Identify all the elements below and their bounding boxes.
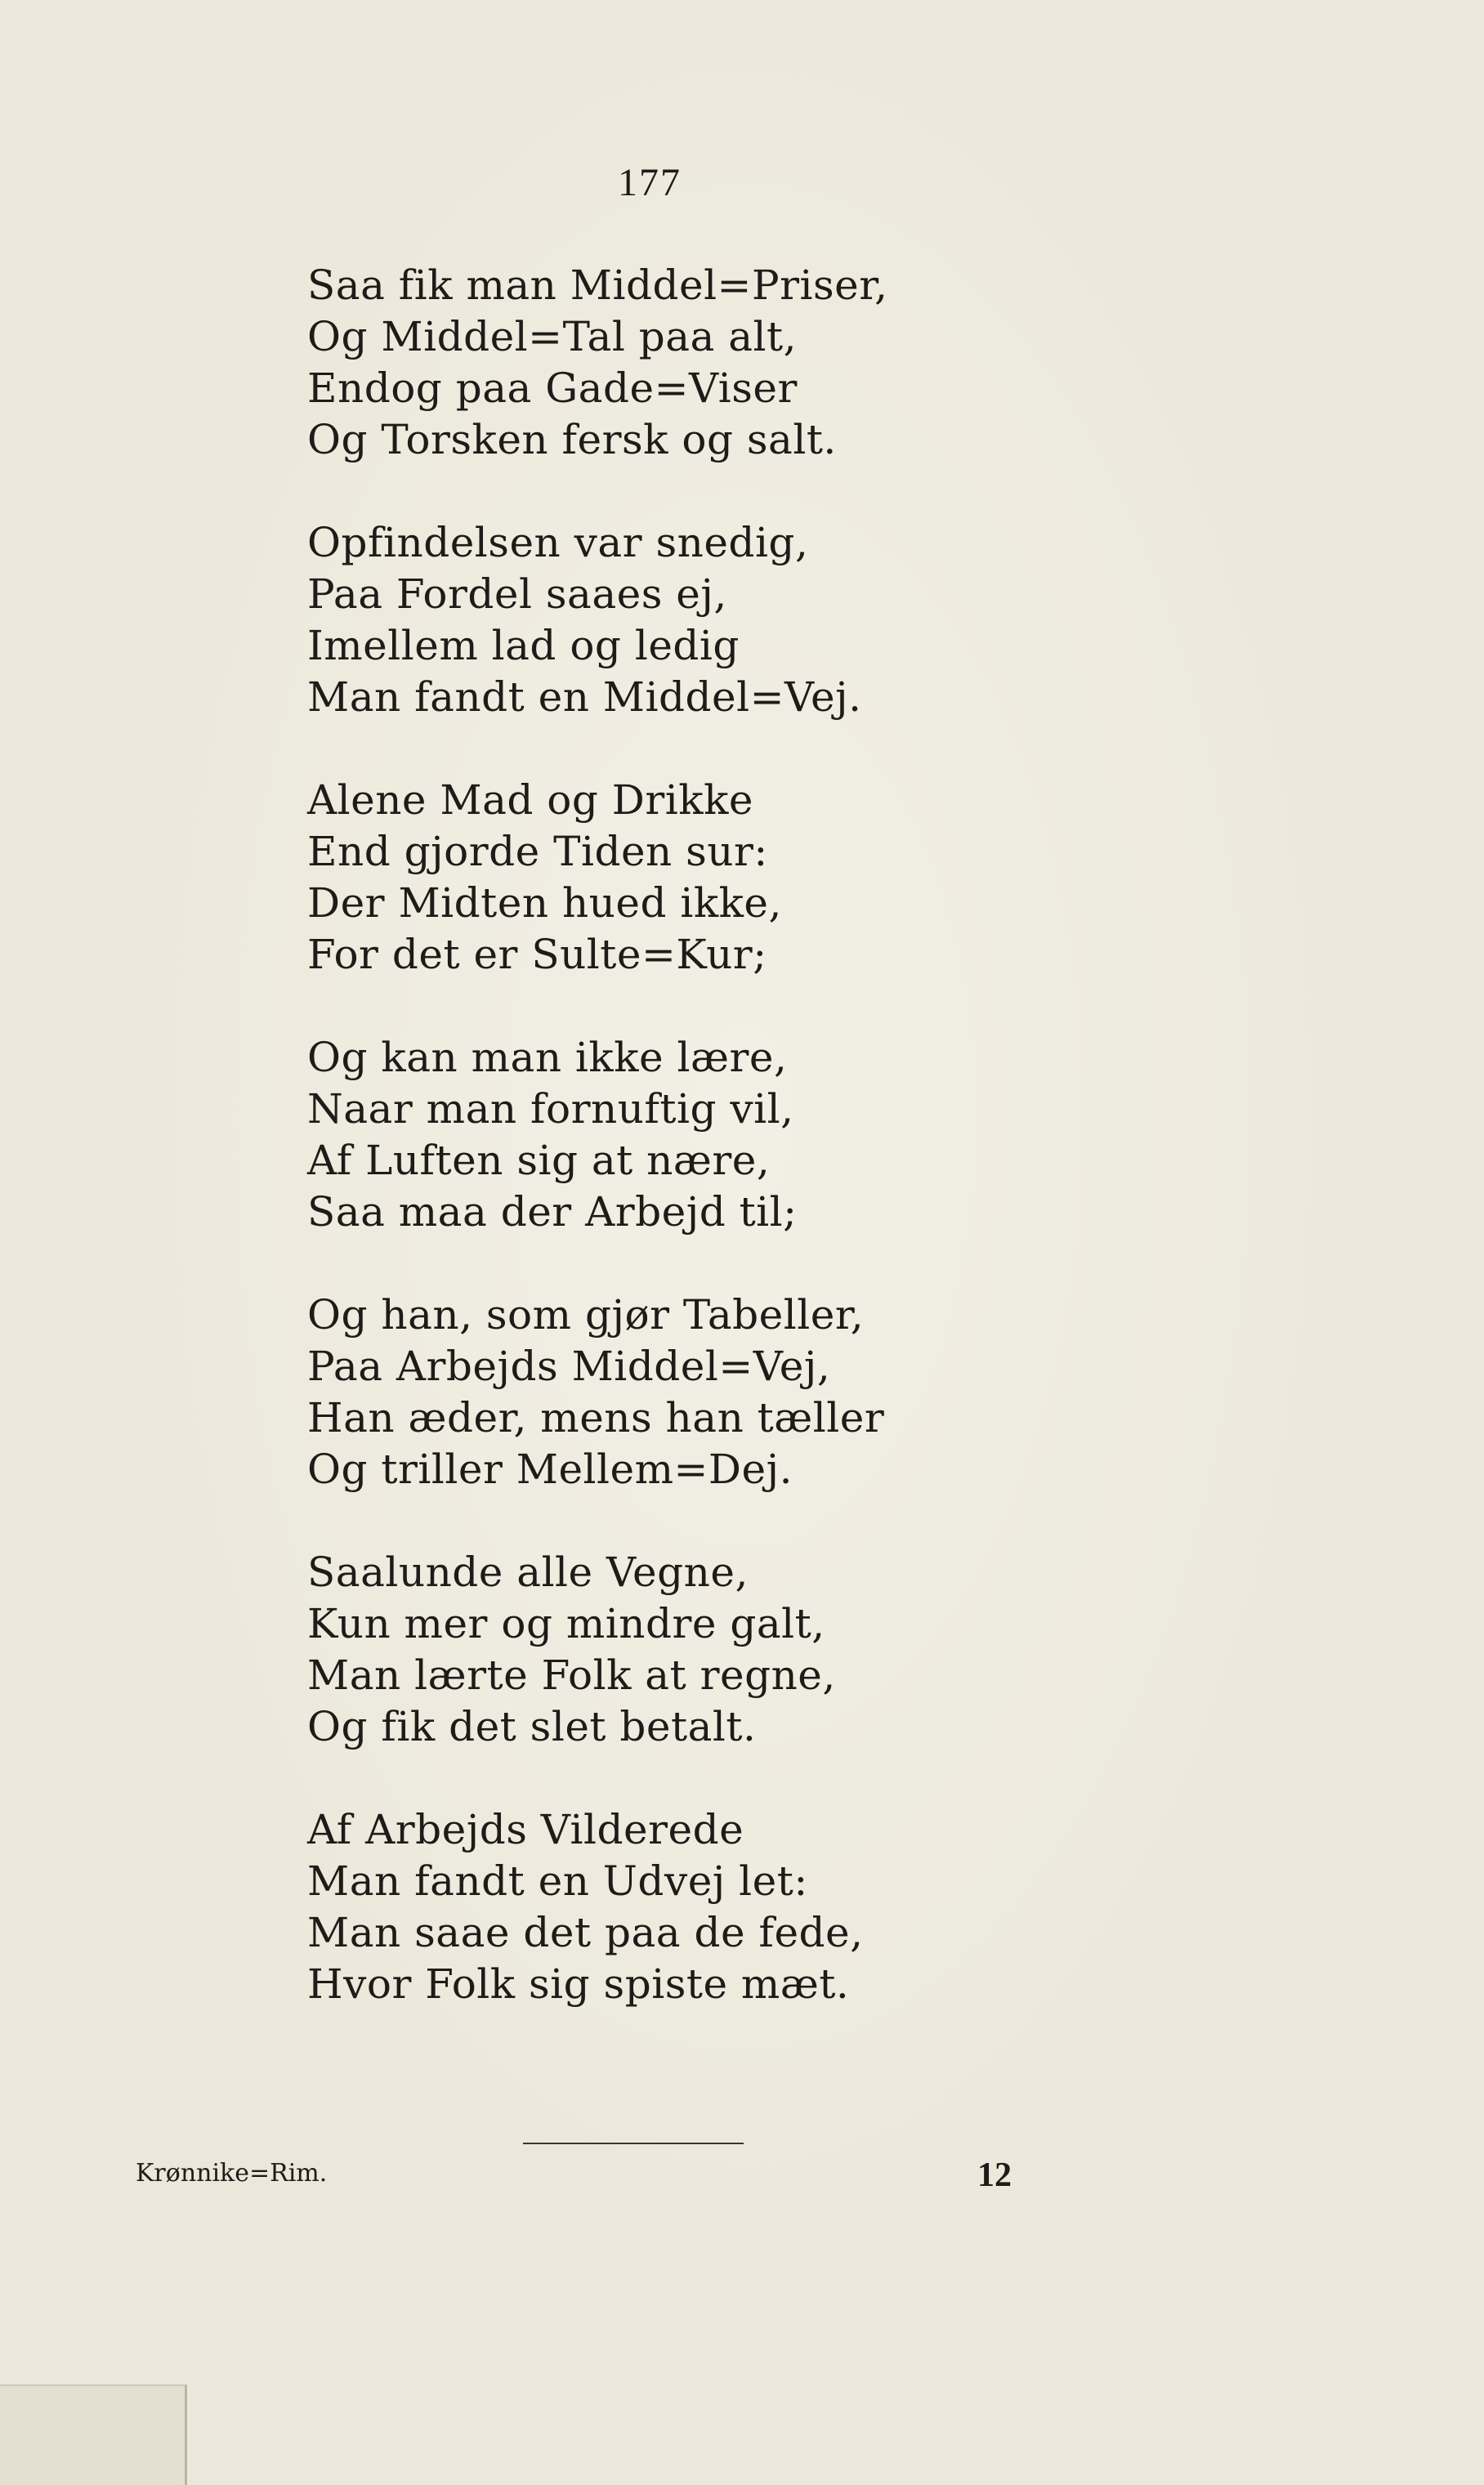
- stanza-7: [307, 1804, 1043, 2010]
- verse-line: Og kan man ikke lære,: [307, 1034, 788, 1081]
- page-corner-mark: [0, 2384, 187, 2485]
- verse-line: Endog paa Gade=Viser: [307, 364, 798, 412]
- verse-line: Paa Arbejds Middel=Vej,: [307, 1343, 831, 1390]
- verse-line: Saa fik man Middel=Priser,: [307, 261, 888, 309]
- verse-line: Af Arbejds Vilderede: [307, 1806, 744, 1853]
- verse-line: Og Torsken fersk og salt.: [307, 416, 837, 463]
- stanza-1: [307, 260, 1043, 466]
- verse-line: Alene Mad og Drikke: [307, 776, 753, 824]
- signature-label: Krønnike=Rim.: [136, 2159, 328, 2188]
- verse-line: End gjorde Tiden sur:: [307, 828, 768, 875]
- stanza-2: [307, 517, 1043, 723]
- verse-line: Og fik det slet betalt.: [307, 1703, 757, 1750]
- verse-line: Hvor Folk sig spiste mæt.: [307, 1960, 850, 2008]
- verse-line: Og han, som gjør Tabeller,: [307, 1291, 865, 1339]
- verse-line: Saalunde alle Vegne,: [307, 1549, 749, 1596]
- verse-line: Paa Fordel saaes ej,: [307, 570, 727, 618]
- page-number: 177: [618, 161, 682, 204]
- verse-line: Og Middel=Tal paa alt,: [307, 313, 798, 360]
- stanza-6: [307, 1547, 1043, 1753]
- verse-line: Saa maa der Arbejd til;: [307, 1188, 798, 1236]
- verse-line: Man fandt en Udvej let:: [307, 1857, 808, 1905]
- verse-line: Kun mer og mindre galt,: [307, 1600, 825, 1647]
- signature-number: 12: [977, 2156, 1012, 2194]
- divider-rule: [523, 2143, 744, 2144]
- stanza-5: [307, 1289, 1043, 1495]
- verse-line: Imellem lad og ledig: [307, 622, 740, 669]
- verse-line: Af Luften sig at nære,: [307, 1137, 771, 1184]
- verse-line: Man lærte Folk at regne,: [307, 1651, 836, 1699]
- verse-line: Man saae det paa de fede,: [307, 1909, 864, 1956]
- verse-line: Man fandt en Middel=Vej.: [307, 673, 862, 721]
- verse-line: Naar man fornuftig vil,: [307, 1085, 794, 1133]
- stanza-4: [307, 1032, 1043, 1238]
- verse-line: For det er Sulte=Kur;: [307, 931, 767, 978]
- verse-line: Og triller Mellem=Dej.: [307, 1446, 793, 1493]
- poem: [307, 260, 1043, 2062]
- verse-line: Han æder, mens han tæller: [307, 1394, 885, 1441]
- verse-line: Der Midten hued ikke,: [307, 879, 782, 927]
- verse-line: Opfindelsen var snedig,: [307, 519, 809, 566]
- stanza-3: [307, 775, 1043, 981]
